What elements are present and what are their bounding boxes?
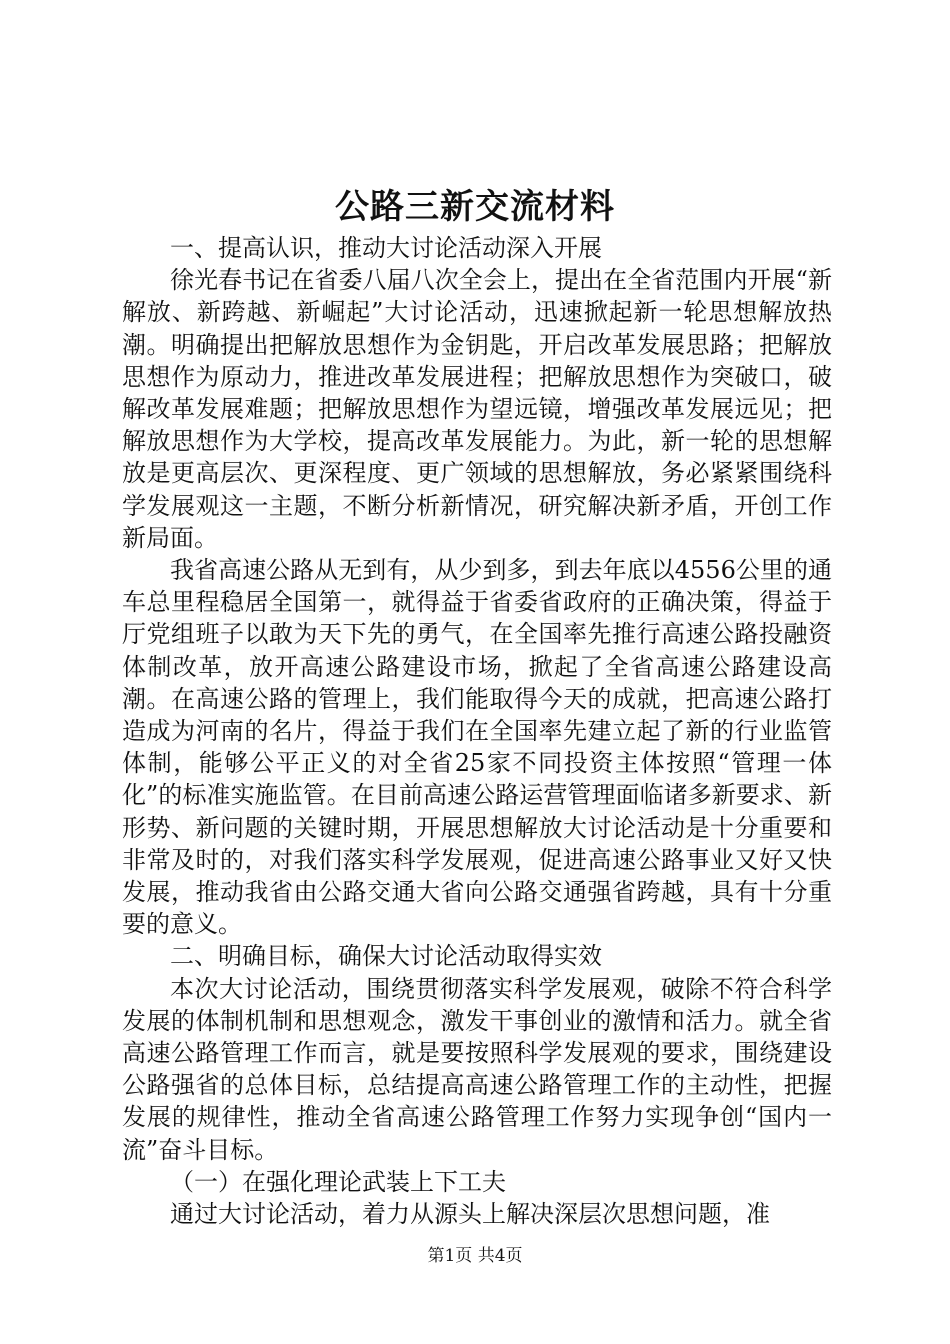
- section-heading-2: 二、明确目标，确保大讨论活动取得实效: [170, 942, 602, 971]
- page-footer: 第1页 共4页: [427, 1246, 523, 1266]
- paragraph-2: 我省高速公路从无到有，从少到多，到去年底以4556公里的通车总里程稳居全国第一，就得益于省委省政府的正确决策，得益于厅党组班子以敢为天下先的勇气，在全国率先推行高速公路投融资体制改革，放开高速公路建设市场，掀起了全省高速公路建设高潮。在高速公路的管理上，我们能取得今天的成就，把高速公路打造成为河南的名片，得益于我们在全国率先建立起了新的行业监管体制，能够公平正义的对全省25家不同投资主体按照“管理一体化”的标准实施监管。在目前高速公路运营管理面临诸多新要求、新形势、新问题的关键时期，开展思想解放大讨论活动是十分重要和非常及时的，对我们落实科学发展观，促进高速公路事业又好又快发展，推动我省由公路交通大省向公路交通强省跨越，具有十分重要的意义。: [122, 556, 832, 939]
- document-body: [122, 232, 832, 1230]
- paragraph-3: 本次大讨论活动，围绕贯彻落实科学发展观，破除不符合科学发展的体制机制和思想观念，激发干事创业的激情和活力。就全省高速公路管理工作而言，就是要按照科学发展观的要求，围绕建设公路强省的总体目标，总结提高高速公路管理工作的主动性，把握发展的规律性，推动全省高速公路管理工作努力实现争创“国内一流”奋斗目标。: [122, 974, 832, 1164]
- paragraph-4: 通过大讨论活动，着力从源头上解决深层次思想问题，准: [170, 1200, 770, 1229]
- document-title: 公路三新交流材料: [335, 187, 615, 227]
- paragraph-1: 徐光春书记在省委八届八次全会上，提出在全省范围内开展“新解放、新跨越、新崛起”大讨论活动，迅速掀起新一轮思想解放热潮。明确提出把解放思想作为金钥匙，开启改革发展思路；把解放思想作为原动力，推进改革发展进程；把解放思想作为突破口，破解改革发展难题；把解放思想作为望远镜，增强改革发展远见；把解放思想作为大学校，提高改革发展能力。为此，新一轮的思想解放是更高层次、更深程度、更广领域的思想解放，务必紧紧围绕科学发展观这一主题，不断分析新情况，研究解决新矛盾，开创工作新局面。: [122, 266, 832, 552]
- subsection-heading-1: （一）在强化理论武装上下工夫: [170, 1167, 506, 1196]
- section-heading-1: 一、提高认识，推动大讨论活动深入开展: [170, 234, 602, 262]
